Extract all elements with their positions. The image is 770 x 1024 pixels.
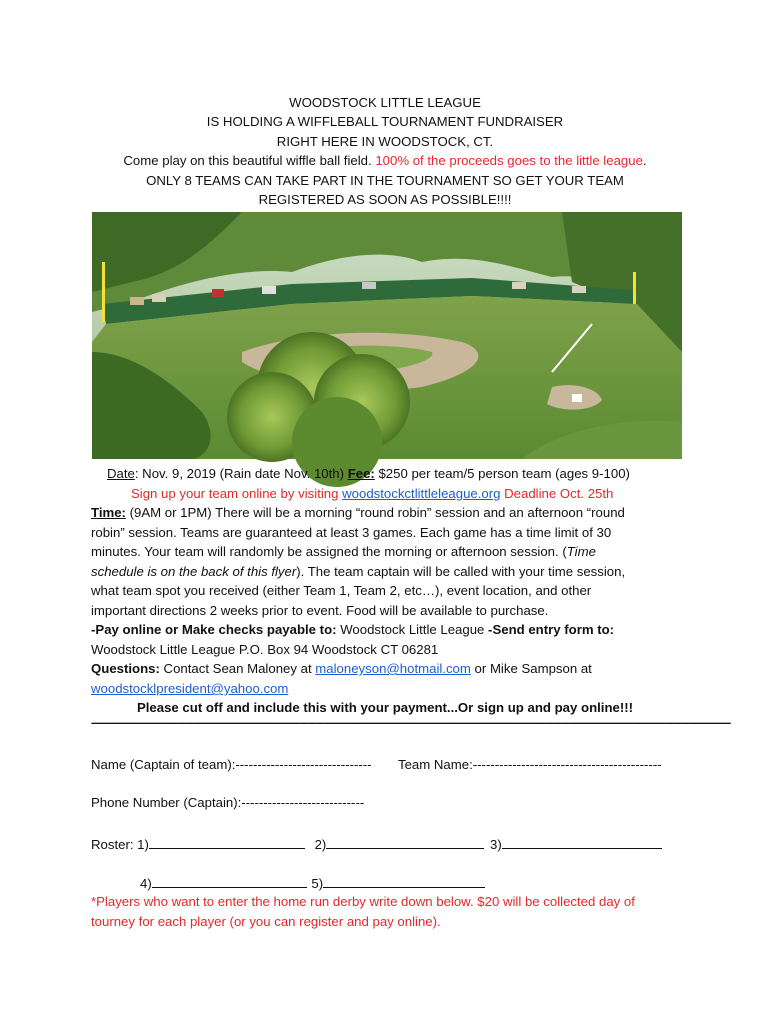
mailing-address: Woodstock Little League P.O. Box 94 Woodstock CT 06281 [91, 642, 439, 657]
time-line-6: important directions 2 weeks prior to event. Food will be available to purchase. [91, 603, 549, 618]
signup-line [131, 484, 731, 504]
email-link-president[interactable]: woodstocklpresident@yahoo.com [91, 681, 289, 696]
fee-label: Fee: [347, 466, 375, 481]
cutoff-instruction: Please cut off and include this with your payment...Or sign up and pay online!!! [136, 700, 634, 715]
roster-label: Roster: 1) [91, 837, 149, 852]
roster-blank-1[interactable] [149, 834, 305, 849]
roster-row-1 [91, 834, 662, 852]
questions-label: Questions: [91, 661, 160, 676]
roster-2-label: 2) [314, 837, 327, 852]
questions-text: Contact Sean Maloney at [159, 661, 316, 676]
roster-blank-3[interactable] [502, 834, 662, 849]
signup-pre: Sign up your team online by visiting [131, 486, 343, 501]
roster-row-2 [140, 873, 485, 891]
date-label: Date [107, 466, 135, 481]
date-text: : Nov. 9, 2019 (Rain date Nov. 10th) [134, 466, 348, 481]
roster-blank-4[interactable] [152, 873, 307, 888]
proceeds-note: 100% of the proceeds goes to the little league [375, 153, 643, 168]
roster-5-label: 5) [311, 876, 324, 891]
time-line-4 [91, 562, 691, 582]
email-link-maloney[interactable]: maloneyson@hotmail.com [315, 661, 471, 676]
roster-3-label: 3) [489, 837, 502, 852]
time-text-4b: ). The team captain will be called with your time session, [296, 564, 626, 579]
phone-dashes: ---------------------------- [241, 795, 365, 810]
team-label: Team Name: [398, 757, 473, 772]
time-line-5: what team spot you received (either Team 1, Team 2, etc…), event location, and other [91, 583, 592, 598]
team-name-field[interactable] [398, 757, 662, 772]
questions-line [91, 659, 691, 679]
intro-line [40, 151, 730, 171]
captain-dashes: ------------------------------- [235, 757, 372, 772]
title-line-1: WOODSTOCK LITTLE LEAGUE [289, 95, 481, 110]
roster-blank-2[interactable] [326, 834, 484, 849]
email-line-2 [91, 679, 691, 699]
pay-label: -Pay online or Make checks payable to: [91, 622, 337, 637]
payment-line [91, 620, 691, 640]
time-text-1: (9AM or 1PM) There will be a morning “round robin” session and an afternoon “round [125, 505, 625, 520]
roster-4-label: 4) [140, 876, 152, 891]
time-line-2: robin” session. Teams are guaranteed at least 3 games. Each game has a time limit of 30 [91, 525, 612, 540]
deadline-text: Deadline Oct. 25th [500, 486, 614, 501]
time-text-3a: minutes. Your team will randomly be assigned the morning or afternoon session. ( [91, 544, 567, 559]
derby-note-2: tourney for each player (or you can register and pay online). [91, 914, 441, 929]
team-dashes: ------------------------------------------- [472, 757, 662, 772]
pay-text: Woodstock Little League [336, 622, 489, 637]
title-line-2: IS HOLDING A WIFFLEBALL TOURNAMENT FUNDRAISER [206, 114, 564, 129]
derby-note-1: *Players who want to enter the home run derby write down below. $20 will be collected day of [91, 894, 635, 909]
phone-label: Phone Number (Captain): [91, 795, 242, 810]
date-fee-line [107, 464, 707, 484]
fee-text: $250 per team/5 person team (ages 9-100) [374, 466, 630, 481]
league-website-link[interactable]: woodstockctlittleleague.org [342, 486, 501, 501]
send-label: -Send entry form to: [488, 622, 615, 637]
questions-mid: or Mike Sampson at [470, 661, 592, 676]
roster-blank-5[interactable] [323, 873, 485, 888]
phone-field[interactable] [91, 795, 364, 810]
field-photo [92, 212, 682, 459]
title-line-3: RIGHT HERE IN WOODSTOCK, CT. [276, 134, 494, 149]
cut-line: ------------------------------------------------------------------------------------------------------------------------------------------------------------------------------------------------------------------------------------------------ [91, 717, 731, 729]
captain-name-field[interactable] [91, 757, 372, 772]
register-asap-line: REGISTERED AS SOON AS POSSIBLE!!!! [258, 192, 512, 207]
intro-text: Come play on this beautiful wiffle ball field. [123, 153, 376, 168]
time-text-3b: Time [566, 544, 596, 559]
schedule-note: schedule is on the back of this flyer [91, 564, 297, 579]
time-line-1 [91, 503, 691, 523]
captain-label: Name (Captain of team): [91, 757, 236, 772]
teams-limit-line: ONLY 8 TEAMS CAN TAKE PART IN THE TOURNAMENT SO GET YOUR TEAM [146, 173, 624, 188]
time-label: Time: [91, 505, 126, 520]
intro-period: . [642, 153, 647, 168]
time-line-3 [91, 542, 691, 562]
